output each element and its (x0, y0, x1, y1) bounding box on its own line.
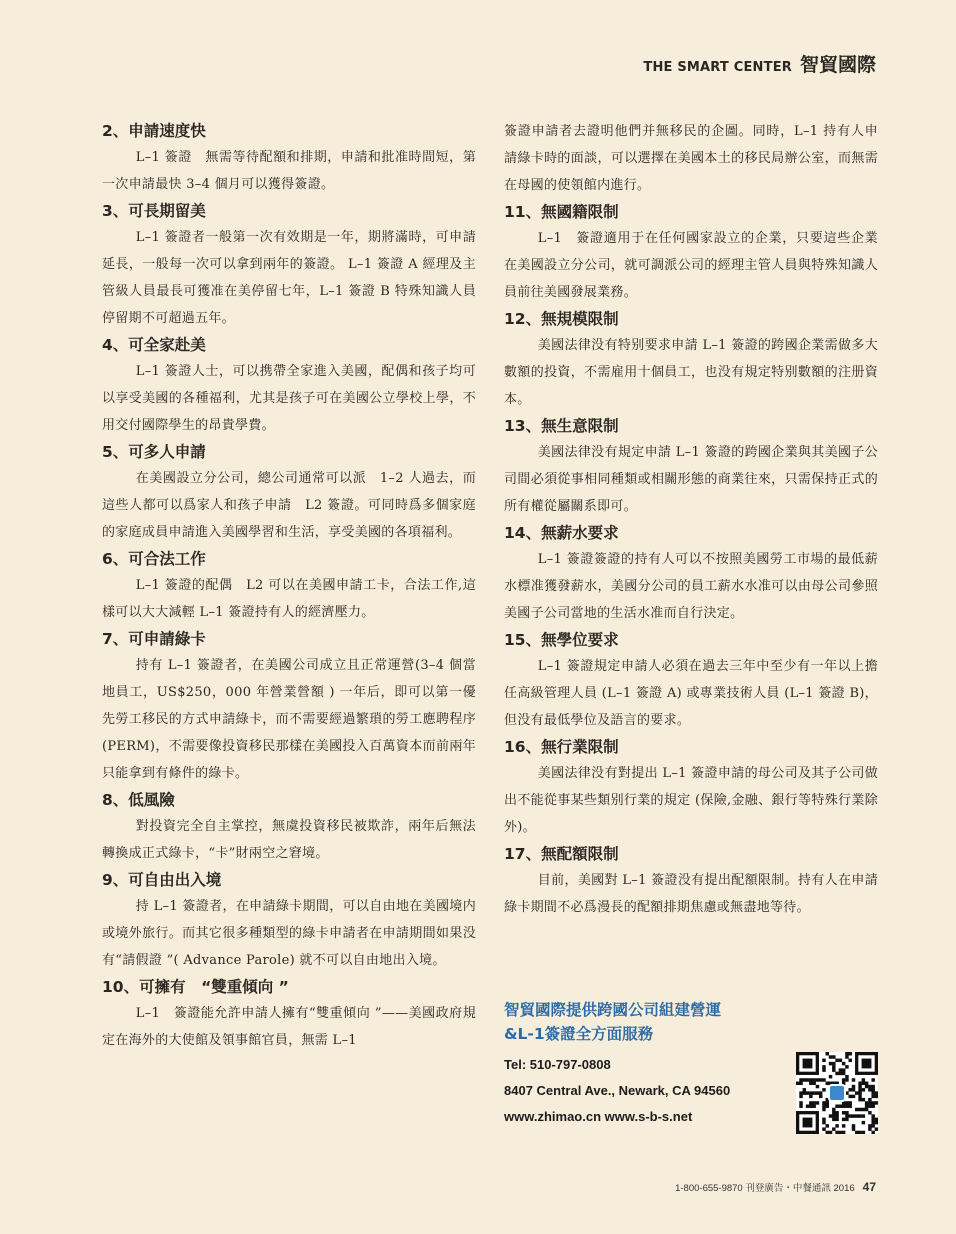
section-title: 4、可全家赴美 (102, 336, 206, 354)
page-footer (675, 1180, 876, 1194)
page-header (643, 50, 876, 77)
brand-name-en: THE SMART CENTER (643, 60, 792, 75)
page-number: 47 (862, 1180, 876, 1194)
section-title: 8、低風險 (102, 791, 175, 809)
section-body: L–1 簽證 無需等待配額和排期，申請和批准時間短，第一次申請最快 3–4 個月可以獲得簽證。 (102, 150, 476, 192)
section-title: 13、無生意限制 (504, 417, 619, 435)
section-body: 在美國設立分公司，總公司通常可以派 1–2 人過去，而這些人都可以爲家人和孩子申請 L2 簽證。可同時爲多個家庭的家庭成員申請進入美國學習和生活，享受美國的各項福利。 (102, 471, 476, 540)
section-body: 美國法律没有特别要求申請 L–1 簽證的跨國企業需做多大數額的投資，不需雇用十個員工，也没有規定特别數額的注册資本。 (504, 338, 878, 407)
website-links[interactable]: www.zhimao.cn www.s-b-s.net (504, 1109, 693, 1124)
qr-code-graphic (796, 1052, 878, 1134)
section-body: 對投資完全自主掌控，無虞投資移民被欺詐，兩年后無法轉換成正式綠卡，“卡”財兩空之窘境。 (102, 819, 476, 861)
section-title: 5、可多人申請 (102, 443, 206, 461)
qr-code-icon (796, 1052, 878, 1134)
phone-number: Tel: 510-797-0808 (504, 1057, 611, 1072)
section-body: 持 L–1 簽證者，在申請綠卡期間，可以自由地在美國境内或境外旅行。而其它很多種類型的綠卡申請者在申請期間如果没有“請假證 ”( Advance Parole) 就不可以自由地出入境。 (102, 899, 476, 968)
section-title: 7、可申請綠卡 (102, 630, 206, 648)
section-body: L–1 簽證簽證的持有人可以不按照美國勞工市場的最低薪水標准獲發薪水，美國分公司的員工薪水水准可以由母公司參照美國子公司當地的生活水准而自行決定。 (504, 552, 878, 621)
footer-info: 1-800-655-9870 刊登廣告・中餐通訊 2016 (675, 1183, 855, 1194)
promo-headline: 智貿國際提供跨國公司組建營運 (504, 1001, 722, 1019)
right-column (504, 118, 878, 921)
section-body: L–1 簽證適用于在任何國家設立的企業，只要這些企業在美國設立分公司，就可調派公司的經理主管人員與特殊知識人員前往美國發展業務。 (504, 231, 878, 300)
section-title: 9、可自由出入境 (102, 871, 222, 889)
section-body: L–1 簽證者一般第一次有效期是一年，期將滿時，可申請延長，一般每一次可以拿到兩年的簽證。 L–1 簽證 A 經理及主管級人員最長可獲准在美停留七年，L–1 簽證 B 特殊知識人員停留期不可超過五年。 (102, 230, 476, 326)
section-title: 2、申請速度快 (102, 122, 206, 140)
section-title: 12、無規模限制 (504, 310, 619, 328)
section-body: L–1 簽證規定申請人必須在過去三年中至少有一年以上擔任高級管理人員 (L–1 簽證 A) 或專業技術人員 (L–1 簽證 B)，但没有最低學位及語言的要求。 (504, 659, 878, 728)
section-body: 持有 L–1 簽證者，在美國公司成立且正常運營(3–4 個當地員工，US$250，000 年營業營額 ) 一年后，即可以第一優先勞工移民的方式申請綠卡，而不需要經過繁瑣的勞工應聘程序 (PERM)，不需要像投資移民那樣在美國投入百萬資本而前兩年只能拿到有條件的綠卡。 (102, 658, 476, 781)
section-body: 美國法律没有對提出 L–1 簽證申請的母公司及其子公司做出不能從事某些類别行業的規定 (保險,金融、銀行等特殊行業除外)。 (504, 766, 878, 835)
section-continuation: 簽證申請者去證明他們并無移民的企圖。同時，L–1 持有人申請綠卡時的面談，可以選擇在美國本土的移民局辦公室，而無需在母國的使領館内進行。 (504, 124, 878, 193)
section-title: 16、無行業限制 (504, 738, 619, 756)
section-body: L–1 簽證的配偶 L2 可以在美國申請工卡，合法工作,這樣可以大大減輕 L–1 簽證持有人的經濟壓力。 (102, 578, 476, 620)
brand-name-cn: 智貿國際 (799, 54, 876, 76)
section-body: L–1 簽證能允許申請人擁有“雙重傾向 ”——美國政府規定在海外的大使館及領事館官員，無需 L–1 (102, 1006, 476, 1048)
section-title: 3、可長期留美 (102, 202, 206, 220)
section-body: 美國法律没有規定申請 L–1 簽證的跨國企業與其美國子公司間必須從事相同種類或相關形態的商業往來，只需保持正式的所有權從屬關系即可。 (504, 445, 878, 514)
section-title: 17、無配額限制 (504, 845, 619, 863)
address: 8407 Central Ave., Newark, CA 94560 (504, 1083, 731, 1098)
section-title: 15、無學位要求 (504, 631, 619, 649)
section-title: 6、可合法工作 (102, 550, 206, 568)
section-body: L–1 簽證人士，可以携帶全家進入美國，配偶和孩子均可以享受美國的各種福利，尤其是孩子可在美國公立學校上學，不用交付國際學生的昂貴學費。 (102, 364, 476, 433)
section-body: 目前，美國對 L–1 簽證没有提出配額限制。持有人在申請綠卡期間不必爲漫長的配額排期焦慮或無盡地等待。 (504, 873, 878, 915)
left-column (102, 118, 476, 1054)
section-title: 14、無薪水要求 (504, 524, 619, 542)
section-title: 10、可擁有 “雙重傾向 ” (102, 978, 289, 996)
promo-subheadline: &L-1簽證全方面服務 (504, 1025, 654, 1043)
section-title: 11、無國籍限制 (504, 203, 619, 221)
